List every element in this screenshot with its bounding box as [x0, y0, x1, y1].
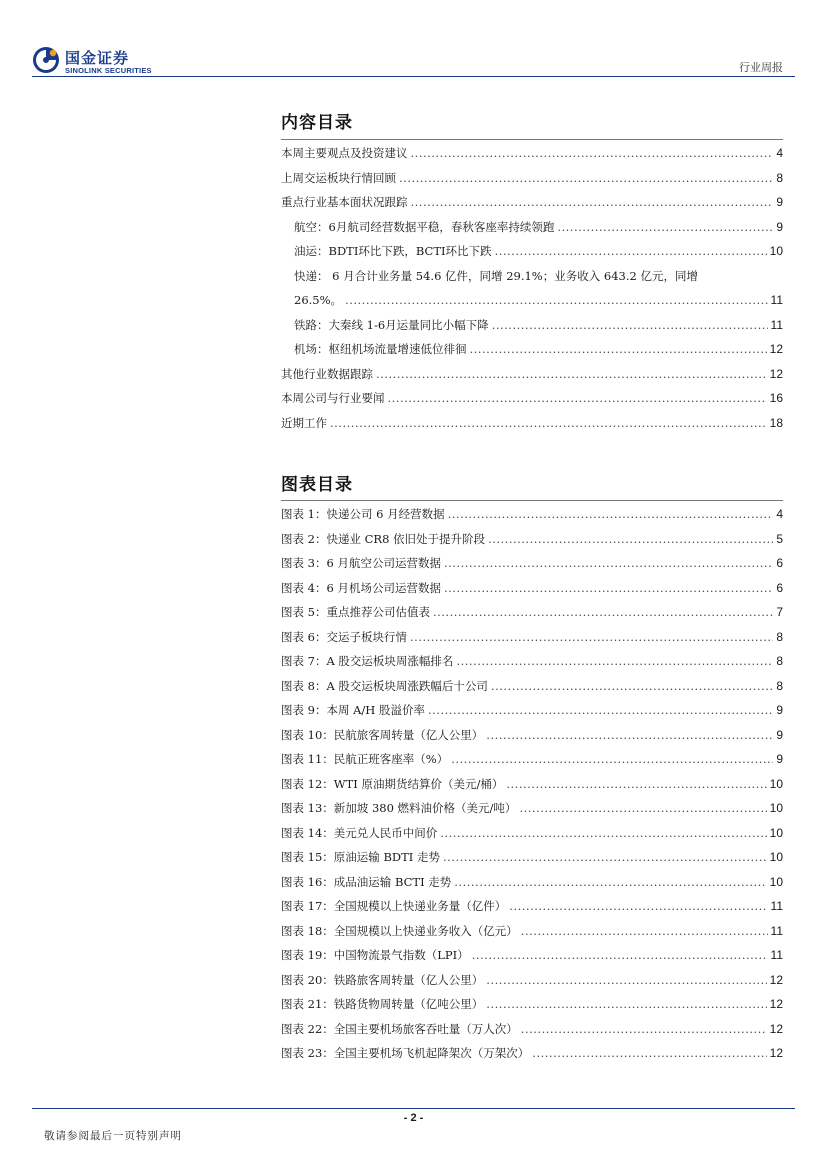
toc-entry-text: 图表 7：A 股交运板块周涨幅排名 — [281, 654, 454, 668]
toc-entry[interactable] — [281, 649, 783, 674]
toc-entry-text: 图表 12：WTI 原油期货结算价（美元/桶） — [281, 776, 504, 791]
toc-page-number: 11 — [770, 923, 783, 938]
dot-leader — [519, 796, 766, 821]
toc-page-number: 11 — [770, 317, 783, 332]
dot-leader — [411, 190, 774, 215]
toc-page-number: 8 — [776, 629, 783, 644]
toc-page-number: 10 — [769, 244, 783, 258]
toc-page-number: 10 — [769, 825, 783, 840]
toc-entry[interactable] — [281, 551, 783, 576]
toc-page-number: 8 — [776, 170, 783, 185]
toc-page-number: 12 — [769, 997, 783, 1011]
toc-entry-text: 图表 16：成品油运输 BCTI 走势 — [281, 874, 452, 889]
toc-entry-text: 上周交运板块行情回顾 — [281, 170, 396, 185]
figures-title: 图表目录 — [281, 475, 353, 495]
toc-page-number: 11 — [770, 293, 783, 307]
dot-leader — [492, 313, 768, 338]
toc-entry[interactable] — [281, 527, 783, 552]
toc-entry[interactable] — [281, 411, 783, 436]
dot-leader — [456, 649, 773, 674]
toc-entry-text: 图表 15：原油运输 BDTI 走势 — [281, 850, 440, 864]
company-logo — [32, 46, 162, 80]
toc-entry-text: 图表 20：铁路旅客周转量（亿人公里） — [281, 972, 484, 987]
contents-list — [281, 141, 783, 435]
toc-entry[interactable] — [281, 239, 783, 264]
dot-leader — [557, 215, 773, 240]
dot-leader — [506, 772, 766, 797]
toc-entry[interactable] — [281, 821, 783, 846]
toc-entry[interactable] — [281, 625, 783, 650]
toc-entry[interactable] — [281, 166, 783, 191]
toc-entry-text: 图表 6：交运子板块行情 — [281, 629, 407, 644]
toc-entry-text: 图表 11：民航正班客座率（%） — [281, 752, 449, 766]
dot-leader — [521, 919, 768, 944]
toc-entry[interactable] — [281, 723, 783, 748]
toc-entry-text: 图表 21：铁路货物周转量（亿吨公里） — [281, 997, 484, 1011]
dot-leader — [491, 674, 773, 699]
toc-entry-text: 机场：枢纽机场流量增速低位徘徊 — [294, 342, 467, 356]
toc-page-number: 8 — [776, 654, 783, 668]
toc-entry-text: 重点行业基本面状况跟踪 — [281, 195, 408, 209]
toc-entry-text: 图表 3：6 月航空公司运营数据 — [281, 556, 441, 570]
toc-entry[interactable] — [281, 870, 783, 895]
dot-leader — [399, 166, 773, 191]
dot-leader — [486, 723, 773, 748]
toc-entry[interactable] — [281, 288, 783, 313]
toc-page-number: 12 — [769, 342, 783, 356]
toc-entry-text: 26.5%。 — [294, 293, 343, 307]
toc-page-number: 10 — [769, 874, 783, 889]
dot-leader — [486, 968, 766, 993]
dot-leader — [451, 747, 773, 772]
toc-entry-text: 图表 17：全国规模以上快递业务量（亿件） — [281, 899, 507, 913]
toc-entry[interactable] — [281, 1041, 783, 1066]
dot-leader — [470, 337, 767, 362]
dot-leader — [410, 625, 773, 650]
logo-chinese-name: 国金证券 — [65, 49, 130, 67]
toc-page-number: 5 — [776, 531, 783, 546]
toc-entry[interactable] — [281, 215, 783, 240]
dot-leader — [433, 600, 773, 625]
toc-entry[interactable] — [281, 968, 783, 993]
toc-entry-text: 其他行业数据跟踪 — [281, 366, 373, 381]
dot-leader — [444, 576, 773, 601]
toc-entry-text: 图表 14：美元兑人民币中间价 — [281, 825, 438, 840]
toc-entry-text: 航空：6月航司经营数据平稳，春秋客座率持续领跑 — [294, 219, 555, 234]
dot-leader — [440, 821, 766, 846]
toc-page-number: 9 — [776, 703, 783, 717]
toc-entry-text: 油运：BDTI环比下跌，BCTI环比下跌 — [294, 244, 492, 258]
toc-page-number: 11 — [770, 948, 783, 962]
dot-leader — [486, 992, 766, 1017]
toc-entry-text: 铁路：大秦线 1-6月运量同比小幅下降 — [294, 317, 489, 332]
dot-leader — [443, 845, 767, 870]
toc-entry[interactable] — [281, 313, 783, 338]
dot-leader — [345, 288, 767, 313]
toc-page-number: 16 — [769, 391, 783, 405]
toc-entry-text: 图表 4：6 月机场公司运营数据 — [281, 580, 441, 595]
toc-entry[interactable] — [281, 141, 783, 166]
toc-entry[interactable] — [281, 796, 783, 821]
toc-page-number: 12 — [769, 1021, 783, 1036]
toc-page-number: 7 — [776, 605, 783, 619]
dot-leader — [495, 239, 767, 264]
toc-page-number: 10 — [769, 801, 783, 815]
toc-entry[interactable] — [281, 772, 783, 797]
toc-page-number: 12 — [769, 972, 783, 987]
toc-entry-line[interactable] — [281, 264, 783, 289]
toc-entry-text: 图表 19：中国物流景气指数（LPI） — [281, 948, 469, 962]
dot-leader — [388, 386, 767, 411]
toc-page-number: 10 — [769, 850, 783, 864]
toc-entry[interactable] — [281, 919, 783, 944]
toc-entry-text: 图表 23：全国主要机场飞机起降架次（万架次） — [281, 1046, 530, 1060]
toc-entry[interactable] — [281, 502, 783, 527]
toc-page-number: 6 — [776, 580, 783, 595]
toc-entry[interactable] — [281, 698, 783, 723]
toc-entry-text: 图表 1：快递公司 6 月经营数据 — [281, 507, 445, 521]
toc-entry-text: 快递： 6 月合计业务量 54.6 亿件，同增 29.1%；业务收入 643.2 亿元，同增 — [294, 268, 698, 283]
toc-entry[interactable] — [281, 337, 783, 362]
toc-page-number: 9 — [776, 727, 783, 742]
dot-leader — [532, 1041, 766, 1066]
toc-entry[interactable] — [281, 190, 783, 215]
dot-leader — [488, 527, 773, 552]
toc-page-number: 12 — [769, 1046, 783, 1060]
dot-leader — [472, 943, 768, 968]
toc-entry-text: 本周主要观点及投资建议 — [281, 146, 408, 160]
toc-entry-text: 图表 22：全国主要机场旅客吞吐量（万人次） — [281, 1021, 518, 1036]
toc-entry-text: 图表 13：新加坡 380 燃料油价格（美元/吨） — [281, 801, 517, 815]
sinolink-logo-icon — [32, 46, 60, 74]
dot-leader — [509, 894, 767, 919]
dot-leader — [448, 502, 774, 527]
toc-entry[interactable] — [281, 894, 783, 919]
logo-english-name: SINOLINK SECURITIES — [65, 66, 152, 75]
toc-entry[interactable] — [281, 845, 783, 870]
header-divider — [32, 76, 795, 77]
dot-leader — [454, 870, 766, 895]
footer-divider — [32, 1108, 795, 1109]
page-number: - 2 - — [403, 1112, 424, 1124]
toc-entry-text: 图表 9：本周 A/H 股溢价率 — [281, 703, 425, 717]
toc-entry[interactable] — [281, 674, 783, 699]
dot-leader — [330, 411, 767, 436]
toc-page-number: 6 — [776, 556, 783, 570]
toc-page-number: 10 — [769, 776, 783, 791]
toc-entry-text: 图表 2：快递业 CR8 依旧处于提升阶段 — [281, 531, 486, 546]
toc-entry-text: 图表 18：全国规模以上快递业务收入（亿元） — [281, 923, 518, 938]
toc-entry-text: 图表 10：民航旅客周转量（亿人公里） — [281, 727, 484, 742]
dot-leader — [428, 698, 773, 723]
toc-page-number: 18 — [769, 415, 783, 430]
contents-title-divider — [281, 139, 783, 140]
toc-entry[interactable] — [281, 992, 783, 1017]
toc-entry-text: 图表 8：A 股交运板块周涨跌幅后十公司 — [281, 678, 488, 693]
toc-entry[interactable] — [281, 1017, 783, 1042]
report-type-label: 行业周报 — [739, 61, 783, 74]
dot-leader — [411, 141, 774, 166]
toc-entry-text: 近期工作 — [281, 415, 327, 430]
toc-entry[interactable] — [281, 576, 783, 601]
toc-entry[interactable] — [281, 600, 783, 625]
toc-page-number: 11 — [770, 899, 783, 913]
disclaimer-text: 敬请参阅最后一页特别声明 — [44, 1130, 182, 1142]
toc-page-number: 9 — [776, 195, 783, 209]
toc-entry-text: 图表 5：重点推荐公司估值表 — [281, 605, 430, 619]
dot-leader — [376, 362, 767, 387]
contents-title: 内容目录 — [281, 113, 353, 133]
toc-entry[interactable] — [281, 943, 783, 968]
toc-page-number: 8 — [776, 678, 783, 693]
toc-page-number: 9 — [776, 752, 783, 766]
toc-entry[interactable] — [281, 362, 783, 387]
toc-entry-text: 本周公司与行业要闻 — [281, 391, 385, 405]
dot-leader — [444, 551, 773, 576]
figures-list — [281, 502, 783, 1066]
toc-page-number: 12 — [769, 366, 783, 381]
figures-title-divider — [281, 500, 783, 501]
toc-entry[interactable] — [281, 747, 783, 772]
toc-page-number: 4 — [776, 507, 783, 521]
toc-page-number: 9 — [776, 219, 783, 234]
dot-leader — [521, 1017, 767, 1042]
toc-page-number: 4 — [776, 146, 783, 160]
toc-entry[interactable] — [281, 386, 783, 411]
